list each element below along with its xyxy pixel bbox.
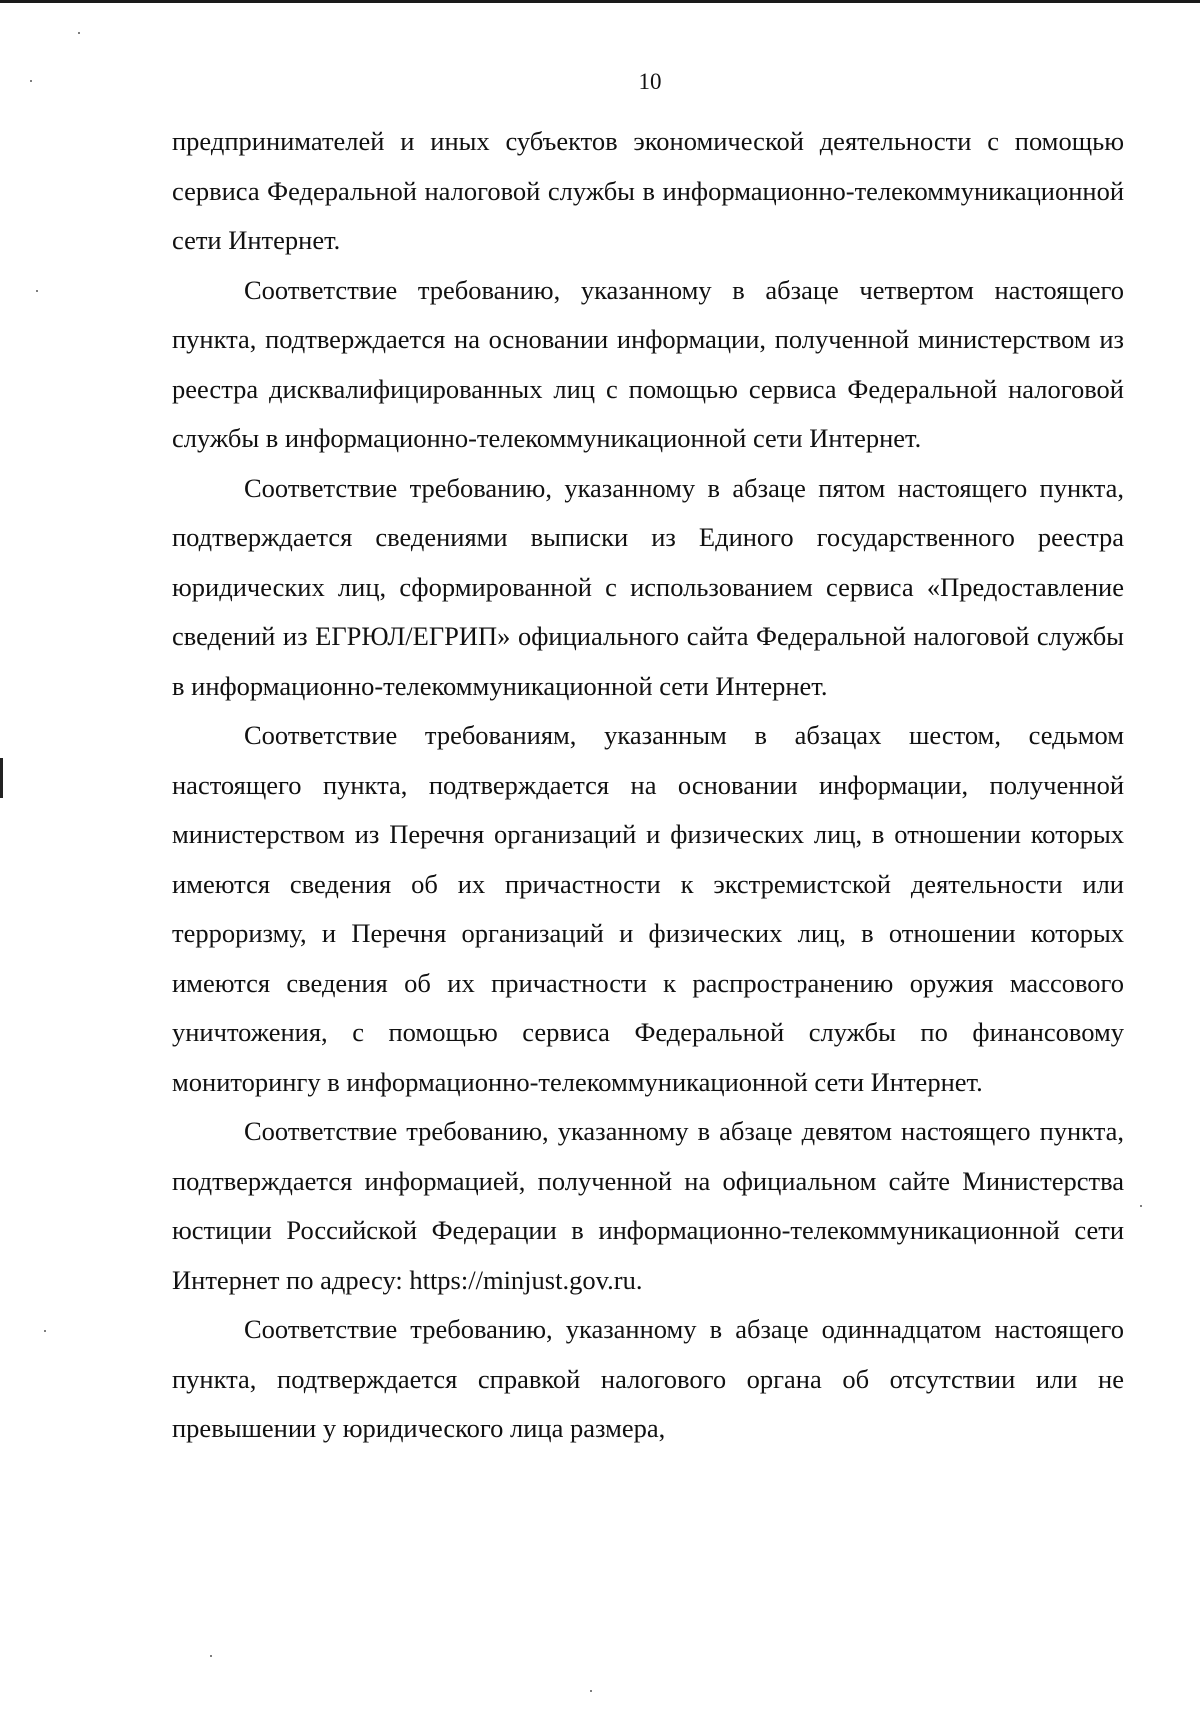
paragraph-2: Соответствие требованию, указанному в абзаце четвертом настоящего пункта, подтверждается на основании информации, полученной министерством из реестра дисквалифицированных лиц с помощью сервиса Федеральной налоговой службы в информационно-телекоммуникационной сети Интернет.	[172, 274, 1124, 453]
scan-speck	[1140, 1205, 1142, 1207]
scan-speck	[30, 80, 32, 82]
paragraph-5: Соответствие требованию, указанному в абзаце девятом настоящего пункта, подтверждается информацией, полученной на официальном сайте Министерства юстиции Российской Федерации в информационно-телекоммуникационной сети Интернет по адресу: https://minjust.gov.ru.	[172, 1116, 1124, 1295]
scan-speck	[78, 32, 80, 34]
scan-left-mark	[0, 758, 3, 798]
paragraph-3: Соответствие требованию, указанному в абзаце пятом настоящего пункта, подтверждается сведениями выписки из Единого государственного реестра юридических лиц, сформированной с использованием сервиса «Предоставление сведений из ЕГРЮЛ/ЕГРИП» официального сайта Федеральной налоговой службы в информационно-телекоммуникационной сети Интернет.	[172, 472, 1124, 701]
scan-speck	[590, 1690, 592, 1692]
page-number: 10	[638, 69, 662, 94]
paragraph-6: Соответствие требованию, указанному в абзаце одиннадцатом настоящего пункта, подтверждается справкой налогового органа об отсутствии или не превышении у юридического лица размера,	[172, 1314, 1124, 1443]
scan-top-edge	[0, 0, 1200, 3]
scan-speck	[36, 290, 38, 292]
paragraph-1: предпринимателей и иных субъектов экономической деятельности с помощью сервиса Федеральной налоговой службы в информационно-телекоммуникационной сети Интернет.	[172, 126, 1124, 255]
document-body	[172, 117, 1124, 1454]
paragraph-4: Соответствие требованиям, указанным в абзацах шестом, седьмом настоящего пункта, подтверждается на основании информации, полученной министерством из Перечня организаций и физических лиц, в отношении которых имеются сведения об их причастности к экстремистской деятельности или терроризму, и Перечня организаций и физических лиц, в отношении которых имеются сведения об их причастности к распространению оружия массового уничтожения, с помощью сервиса Федеральной службы по финансовому мониторингу в информационно-телекоммуникационной сети Интернет.	[172, 720, 1124, 1097]
scan-speck	[44, 1330, 46, 1332]
scan-speck	[210, 1655, 212, 1657]
